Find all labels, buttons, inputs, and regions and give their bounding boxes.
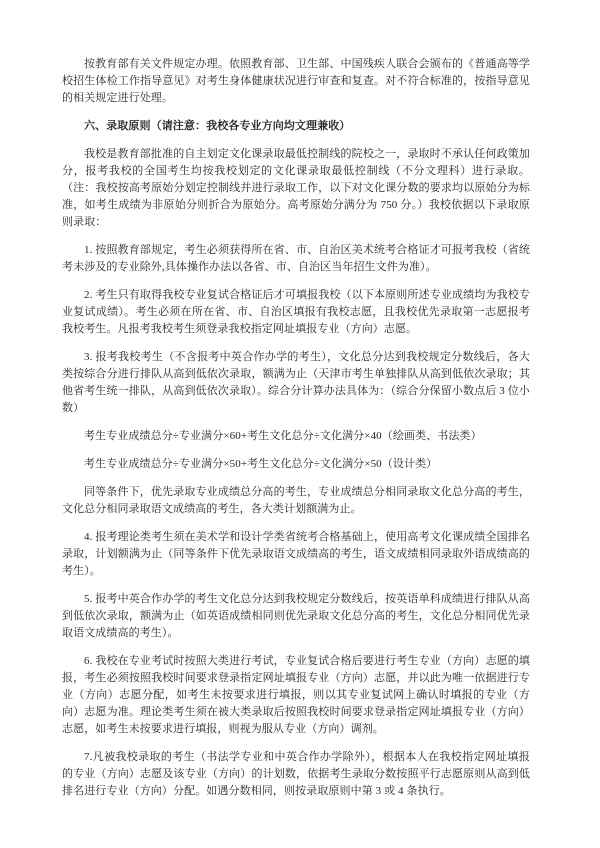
para-rule-5: 5. 报考中英合作办学的考生文化总分达到我校规定分数线后，按英语单科成绩进行排队从高到低依次录取，额满为止（如英语成绩相同则优先录取文化总分高的考生，文化总分相同优先录取语文成绩高的考生）。 (62, 593, 530, 639)
para-rule-6: 6. 我校在专业考试时按照大类进行考试，专业复试合格后要进行考生专业（方向）志愿的填报，考生必须按照我校时间要求登录指定网址填报专业（方向）志愿，并以此为唯一依据进行专业（方向）志愿分配，如考生未按要求进行填报，则以其专业复试网上确认时填报的专业（方向）志愿为准。理论类考生须在被大类录取后按照我校时间要求登录指定网址填报专业（方向）志愿，如考生未按要求进行填报，则视为服从专业（方向）调剂。 (62, 655, 530, 735)
para-tie-breaker: 同等条件下，优先录取专业成绩总分高的考生，专业成绩总分相同录取文化总分高的考生，文化总分相同录取语文成绩高的考生，各大类计划额满为止。 (62, 486, 530, 515)
para-intro-control-line: 我校是教育部批准的自主划定文化课录取最低控制线的院校之一，录取时不承认任何政策加分，报考我校的全国考生均按我校划定的文化课录取最低控制线（不分文理科）进行录取。（注：我校按高考原始分划定控制线并进行录取工作，以下对文化课分数的要求均以原始分为标准，如考生成绩为非原始分则折合为原始分。高考原始分满分为 750 分。）我校依据以下录取原则录取： (62, 148, 530, 228)
para-rule-1: 1. 按照教育部规定，考生必须获得所在省、市、自治区美术统考合格证才可报考我校（省统考未涉及的专业除外,具体操作办法以各省、市、自治区当年招生文件为准）。 (62, 244, 530, 273)
para-health-check: 按教育部有关文件规定办理。依照教育部、卫生部、中国残疾人联合会颁布的《普通高等学校招生体检工作指导意见》对考生身体健康状况进行审查和复查。对不符合标准的，按指导意见的相关规定进行处理。 (62, 58, 530, 104)
formula-design: 考生专业成绩总分÷专业满分×50+考生文化总分÷文化满分×50（设计类） (84, 458, 438, 470)
section-heading-admission-principles: 六、录取原则（请注意：我校各专业方向均文理兼收） (84, 120, 351, 132)
para-rule-7: 7.凡被我校录取的考生（书法学专业和中英合作办学除外），根据本人在我校指定网址填报的专业（方向）志愿及该专业（方向）的计划数，依据考生录取分数按照平行志愿原则从高到低排名进行专业（方向）分配。如遇分数相同，则按录取原则中第 3 或 4 条执行。 (62, 751, 530, 797)
para-rule-4: 4. 报考理论类考生须在美术学和设计学类省统考合格基础上，使用高考文化课成绩全国排名录取，计划额满为止（同等条件下优先录取语文成绩高的考生，语文成绩相同录取外语成绩高的考生）。 (62, 531, 530, 577)
document-body (62, 56, 530, 811)
formula-painting-calligraphy: 考生专业成绩总分÷专业满分×60+考生文化总分÷文化满分×40（绘画类、书法类） (84, 430, 482, 442)
para-rule-2: 2. 考生只有取得我校专业复试合格证后才可填报我校（以下本原则所述专业成绩均为我校专业复试成绩）。考生必须在所在省、市、自治区填报有我校志愿，且我校优先录取第一志愿报考我校考生。凡报考我校考生须登录我校指定网址填报专业（方向）志愿。 (62, 289, 530, 335)
para-rule-3: 3. 报考我校考生（不含报考中英合作办学的考生），文化总分达到我校规定分数线后，各大类按综合分进行排队从高到低依次录取，额满为止（天津市考生单独排队从高到低依次录取；其他省考生统一排队，从高到低依次录取）。综合分计算办法具体为：（综合分保留小数点后 3 位小数） (62, 351, 530, 414)
